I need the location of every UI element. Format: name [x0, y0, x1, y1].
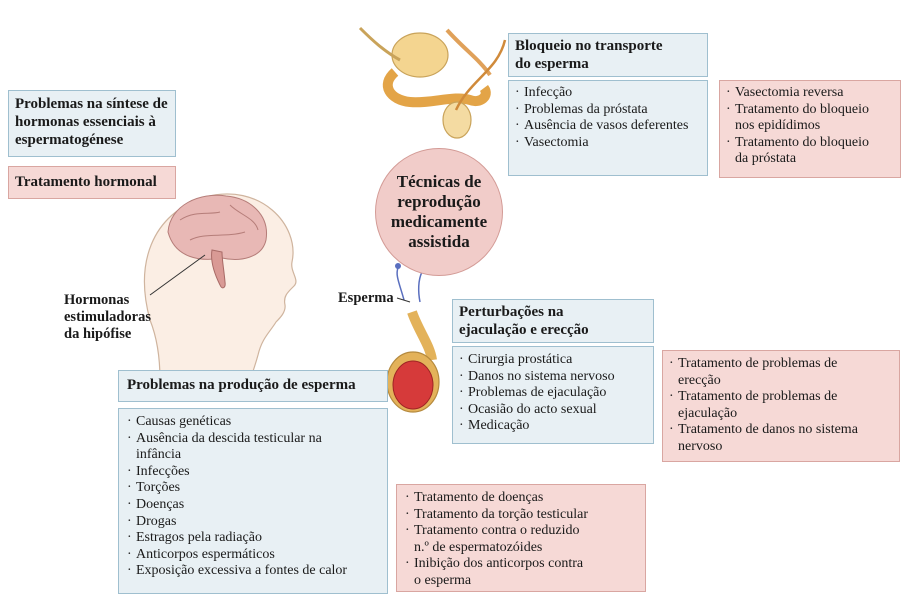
- producao-causes-box: [118, 408, 388, 594]
- list-item: · Infecção: [515, 85, 701, 102]
- list-item: · Estragos pela radiação: [127, 530, 379, 547]
- ejaculacao-title-box: Perturbações na ejaculação e erecção: [452, 299, 654, 343]
- list-item: · Tratamento de problemas de erecção: [669, 356, 893, 389]
- list-item: · Tratamento do bloqueio da próstata: [726, 135, 894, 168]
- esperma-label: Esperma: [338, 290, 394, 306]
- list-item: · Cirurgia prostática: [459, 352, 647, 369]
- center-title-line: medicamente: [390, 212, 488, 231]
- transporte-treatments-box: [719, 80, 901, 178]
- hormonal-problem-box: [8, 90, 176, 157]
- center-title-line: reprodução: [397, 192, 481, 211]
- transporte-title-box: Bloqueio no transporte do esperma: [508, 33, 708, 77]
- brain-icon: [168, 195, 267, 259]
- center-title-line: Técnicas de: [396, 172, 482, 191]
- hormonal-treatment-box: Tratamento hormonal: [8, 166, 176, 199]
- center-title-line: assistida: [408, 232, 470, 251]
- list-item: · Problemas de ejaculação: [459, 385, 647, 402]
- reproductive-system-icon: [360, 28, 505, 138]
- list-item: · Tratamento do bloqueio nos epidídimos: [726, 102, 894, 135]
- list-item: · Vasectomia: [515, 135, 701, 152]
- producao-treatments-box: [396, 484, 646, 592]
- list-item: · Tratamento de doenças: [405, 490, 637, 507]
- list-item: · Anticorpos espermáticos: [127, 547, 379, 564]
- ejaculacao-treatments-box: [662, 350, 900, 462]
- list-item: · Torções: [127, 480, 379, 497]
- list-item: · Ocasião do acto sexual: [459, 402, 647, 419]
- transporte-causes-box: [508, 80, 708, 176]
- hormonas-label: Hormonas estimuladoras da hipófise: [64, 292, 151, 342]
- list-item: · Drogas: [127, 514, 379, 531]
- list-item: · Tratamento da torção testicular: [405, 507, 637, 524]
- list-item: · Vasectomia reversa: [726, 85, 894, 102]
- ejaculacao-causes-box: [452, 346, 654, 444]
- list-item: · Tratamento de danos no sistema nervoso: [669, 422, 893, 455]
- center-title-circle: [375, 148, 503, 276]
- list-item: · Tratamento contra o reduzido n.º de espermatozóides: [405, 523, 637, 556]
- list-item: · Infecções: [127, 464, 379, 481]
- producao-title-box: Problemas na produção de esperma: [118, 370, 388, 402]
- list-item: · Danos no sistema nervoso: [459, 369, 647, 386]
- testis-icon: [387, 263, 439, 412]
- list-item: · Medicação: [459, 418, 647, 435]
- list-item: · Problemas da próstata: [515, 102, 701, 119]
- list-item: · Causas genéticas: [127, 414, 379, 431]
- list-item: · Ausência de vasos deferentes: [515, 118, 701, 135]
- box-title: Problemas na síntese de hormonas essenciais à espermatogénese: [15, 96, 168, 148]
- list-item: · Doenças: [127, 497, 379, 514]
- list-item: · Ausência da descida testicular na infância: [127, 431, 379, 464]
- list-item: · Inibição dos anticorpos contra o esperma: [405, 556, 637, 589]
- list-item: · Tratamento de problemas de ejaculação: [669, 389, 893, 422]
- list-item: · Exposição excessiva a fontes de calor: [127, 563, 379, 580]
